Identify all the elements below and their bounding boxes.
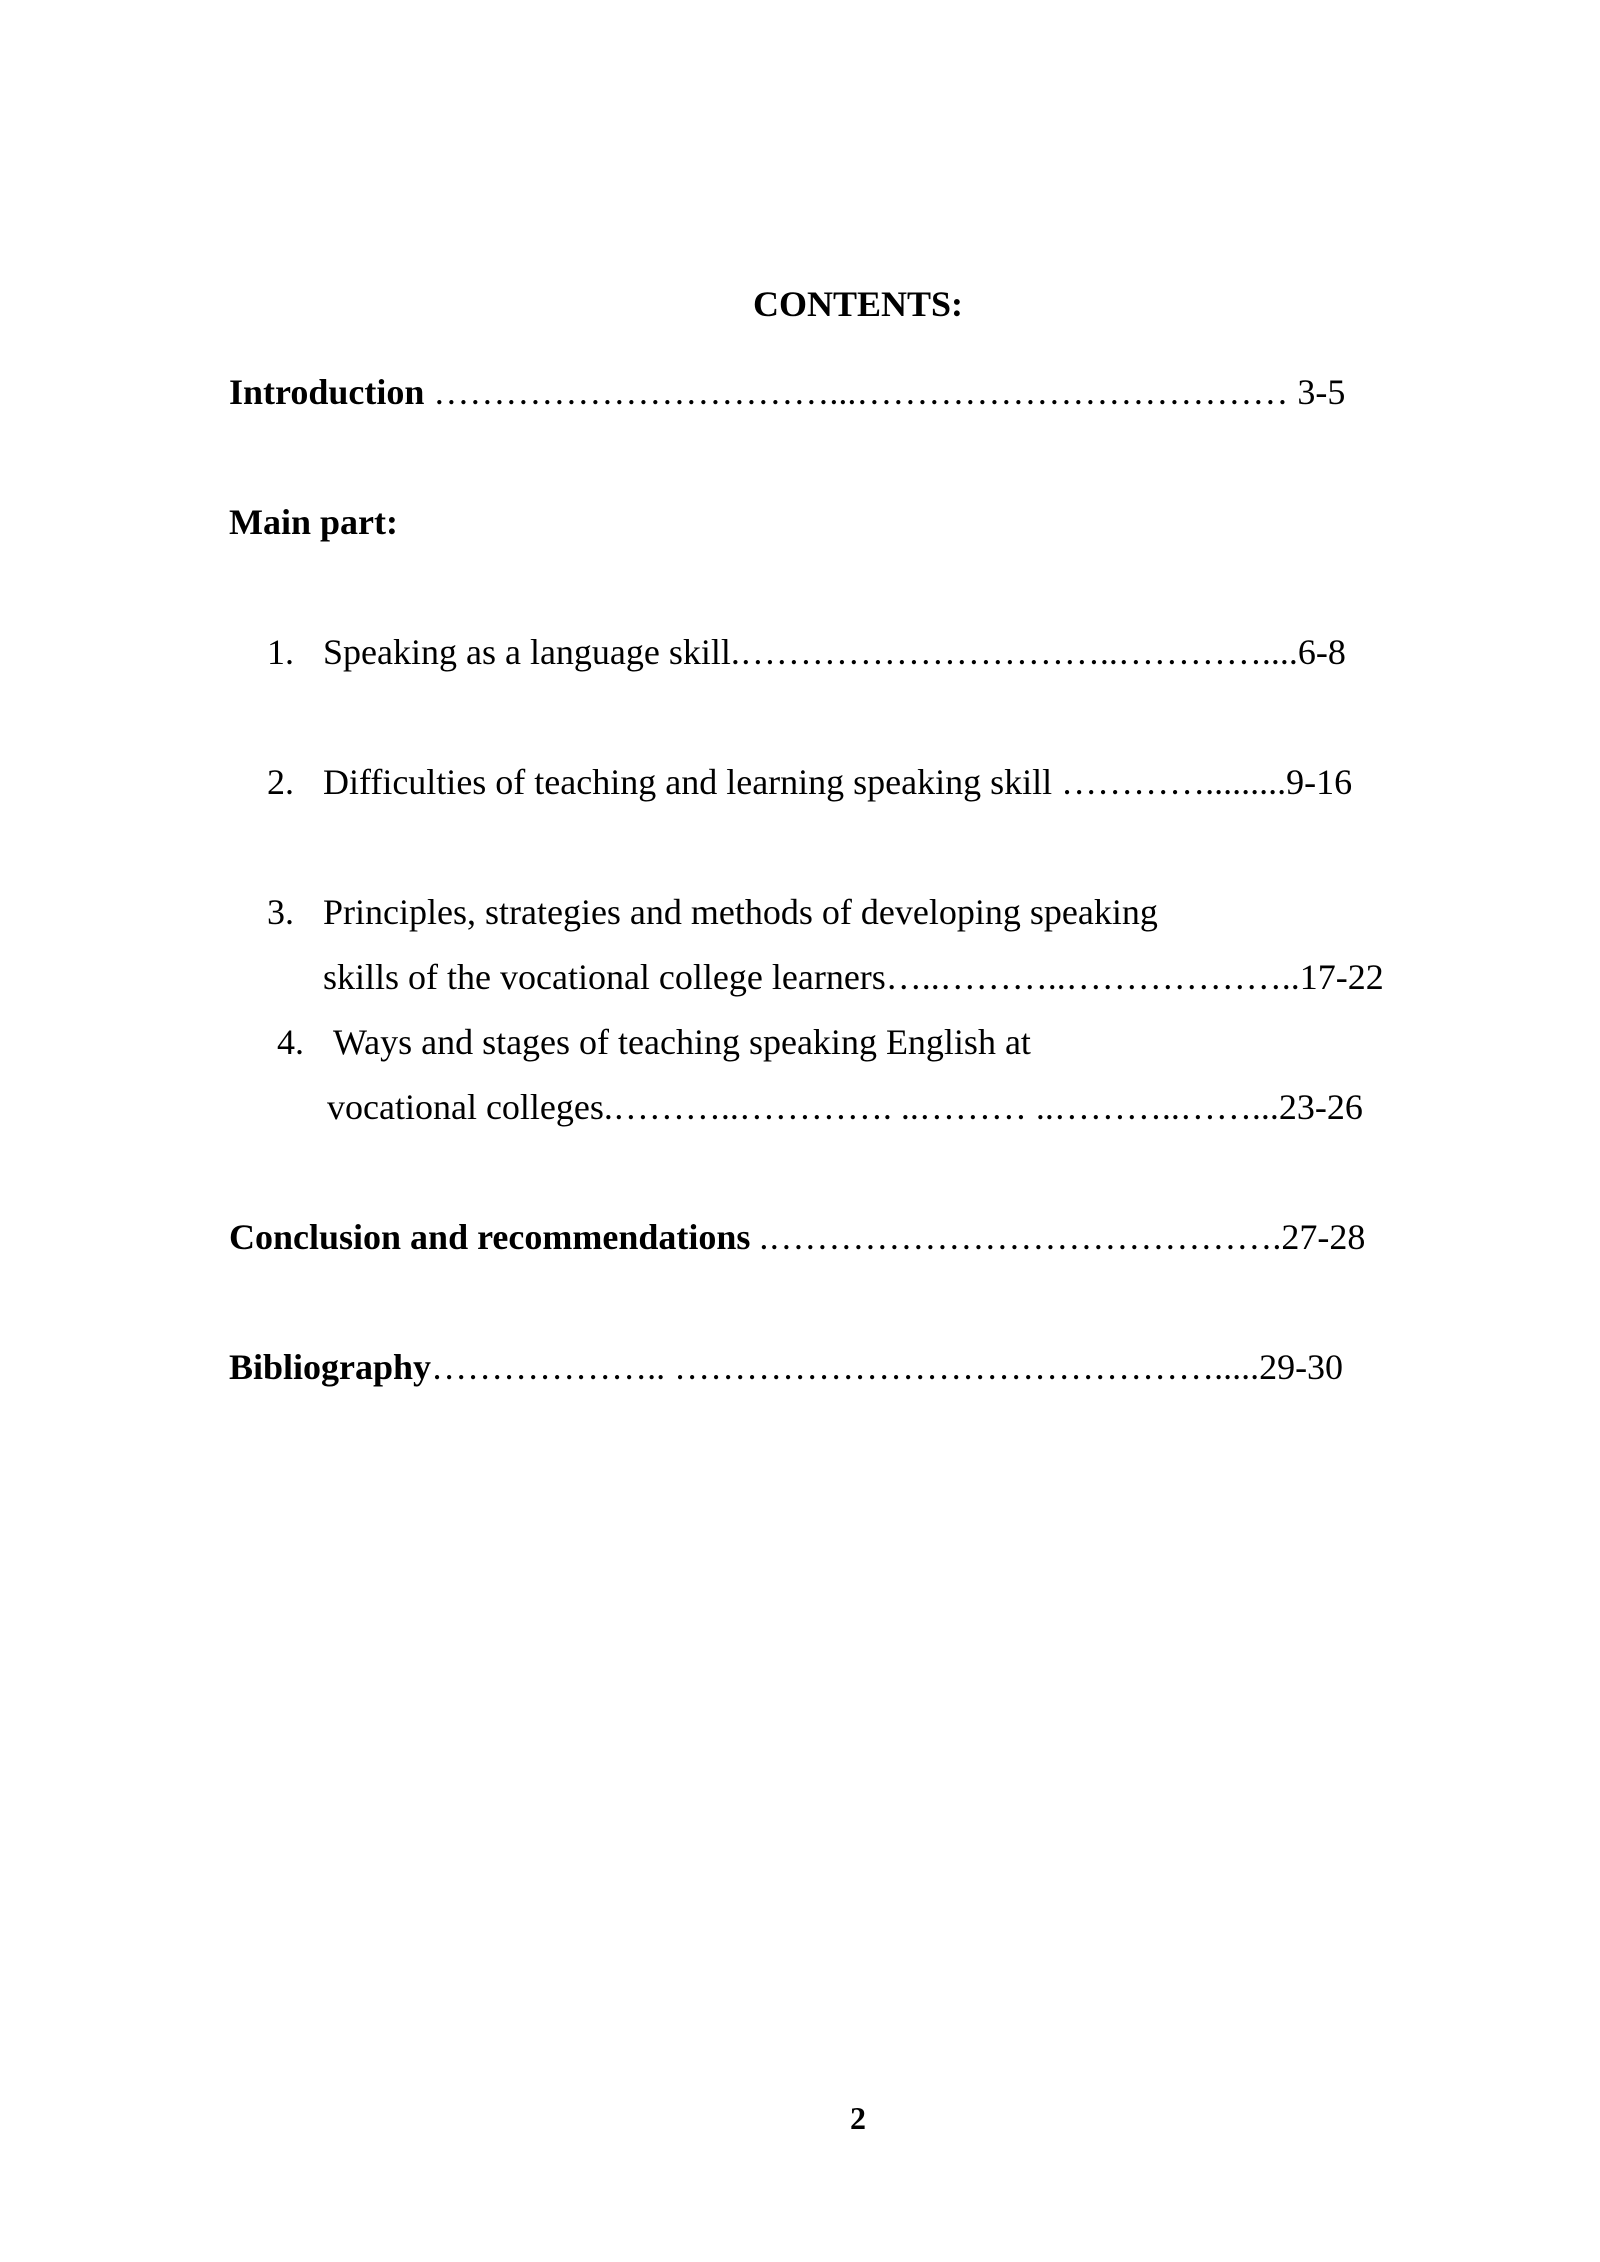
toc-item-number: 1.: [267, 632, 294, 672]
toc-item-text: Ways and stages of teaching speaking English at: [333, 1022, 1031, 1062]
toc-item-1: [267, 630, 1346, 674]
toc-entry-label: Bibliography: [229, 1347, 432, 1387]
toc-item-4-line-1: [277, 1020, 1031, 1064]
toc-item-number: 2.: [267, 762, 294, 802]
toc-entry-introduction: [229, 370, 1345, 414]
toc-item-3-line-2: skills of the vocational college learners…..………..………………..17-22: [323, 957, 1384, 997]
toc-entry-label: Conclusion and recommendations: [229, 1217, 751, 1257]
toc-entry-bibliography: [229, 1345, 1343, 1389]
toc-item-number: 4.: [277, 1022, 304, 1062]
toc-item-3-line-1: [267, 890, 1158, 934]
toc-entry-leader: ……………………………...……………………………… 3-5: [424, 372, 1346, 412]
toc-section-main-part: Main part:: [229, 502, 398, 542]
toc-item-4-line-2: vocational colleges.………..…………. ..……… ..………..……...23-26: [327, 1087, 1363, 1127]
page-title: CONTENTS:: [752, 284, 964, 324]
toc-item-text: Principles, strategies and methods of developing speaking: [323, 892, 1158, 932]
toc-item-text: Speaking as a language skill.…………………………..…………....6-8: [323, 632, 1346, 672]
toc-item-2: [267, 760, 1352, 804]
page-number: 2: [850, 2100, 866, 2136]
toc-entry-label: Introduction: [229, 372, 425, 412]
toc-item-text: Difficulties of teaching and learning speaking skill ………….........9-16: [323, 762, 1353, 802]
toc-entry-leader: ……………….. ……………………………………….....29-30: [431, 1347, 1344, 1387]
toc-item-number: 3.: [267, 892, 294, 932]
toc-entry-leader: .…………………………………….27-28: [750, 1217, 1366, 1257]
toc-entry-conclusion: [229, 1215, 1365, 1259]
